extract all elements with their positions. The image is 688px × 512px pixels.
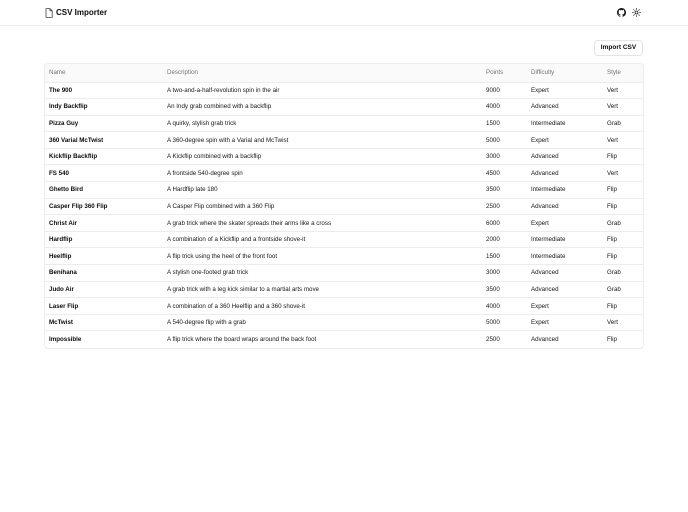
cell-points: 1500 <box>486 252 500 260</box>
cell-description: A Hardflip late 180 <box>167 186 218 194</box>
cell-description: A quirky, stylish grab trick <box>167 119 237 127</box>
table-row[interactable] <box>45 298 644 315</box>
cell-name: 360 Varial McTwist <box>49 136 104 144</box>
table-row[interactable] <box>45 99 644 116</box>
cell-difficulty: Advanced <box>531 169 559 177</box>
cell-difficulty: Advanced <box>531 103 559 111</box>
cell-points: 2500 <box>486 335 500 343</box>
table-header-row <box>45 64 644 82</box>
table-row[interactable] <box>45 215 644 232</box>
cell-points: 3500 <box>486 285 500 293</box>
cell-description: A frontside 540-degree spin <box>167 169 243 177</box>
cell-style: Flip <box>607 186 617 194</box>
app-header <box>0 0 688 26</box>
cell-difficulty: Advanced <box>531 202 559 210</box>
cell-description: A combination of a Kickflip and a frontside shove-it <box>167 236 306 244</box>
cell-description: A stylish one-footed grab trick <box>167 269 249 277</box>
table-row[interactable] <box>45 182 644 199</box>
cell-style: Vert <box>607 136 619 144</box>
cell-description: A Casper Flip combined with a 360 Flip <box>167 202 275 210</box>
cell-points: 2500 <box>486 202 500 210</box>
cell-difficulty: Intermediate <box>531 186 566 194</box>
table-row[interactable] <box>45 248 644 265</box>
cell-style: Flip <box>607 202 617 210</box>
cell-difficulty: Advanced <box>531 285 559 293</box>
cell-points: 3000 <box>486 269 500 277</box>
cell-name: Impossible <box>49 335 82 343</box>
cell-name: Heelflip <box>49 252 72 260</box>
cell-name: Ghetto Bird <box>49 186 84 194</box>
tricks-table <box>44 63 644 349</box>
column-header-points: Points <box>482 64 527 82</box>
cell-style: Vert <box>607 169 619 177</box>
table-row[interactable] <box>45 148 644 165</box>
cell-difficulty: Expert <box>531 319 549 327</box>
cell-style: Flip <box>607 335 617 343</box>
github-icon[interactable] <box>617 8 626 17</box>
cell-points: 1500 <box>486 119 500 127</box>
cell-difficulty: Expert <box>531 86 549 94</box>
cell-style: Vert <box>607 319 619 327</box>
cell-style: Flip <box>607 252 617 260</box>
table-body <box>45 82 644 348</box>
cell-points: 4500 <box>486 169 500 177</box>
cell-difficulty: Expert <box>531 219 549 227</box>
cell-name: The 900 <box>49 86 73 94</box>
table-row[interactable] <box>45 231 644 248</box>
cell-difficulty: Expert <box>531 302 549 310</box>
table-row[interactable] <box>45 165 644 182</box>
cell-name: FS 540 <box>49 169 69 177</box>
cell-style: Grab <box>607 219 621 227</box>
table-row[interactable] <box>45 115 644 132</box>
cell-points: 4000 <box>486 103 500 111</box>
sun-icon[interactable] <box>632 8 641 17</box>
cell-style: Flip <box>607 236 617 244</box>
cell-style: Vert <box>607 86 619 94</box>
cell-name: Christ Air <box>49 219 77 227</box>
table-row[interactable] <box>45 265 644 282</box>
cell-name: Judo Air <box>49 285 74 293</box>
cell-name: Pizza Guy <box>49 119 79 127</box>
table-row[interactable] <box>45 331 644 348</box>
cell-name: Benihana <box>49 269 77 277</box>
cell-difficulty: Intermediate <box>531 252 566 260</box>
column-header-style: Style <box>603 64 644 82</box>
cell-style: Vert <box>607 103 619 111</box>
cell-description: An Indy grab combined with a backflip <box>167 103 272 111</box>
cell-points: 5000 <box>486 136 500 144</box>
cell-style: Grab <box>607 285 621 293</box>
cell-name: Hardflip <box>49 236 73 244</box>
table-row[interactable] <box>45 198 644 215</box>
cell-style: Grab <box>607 119 621 127</box>
brand <box>45 7 107 18</box>
column-header-description: Description <box>163 64 482 82</box>
cell-name: Kickflip Backflip <box>49 153 98 161</box>
cell-difficulty: Expert <box>531 136 549 144</box>
cell-description: A flip trick where the board wraps around the back foot <box>167 335 317 343</box>
cell-description: A grab trick where the skater spreads their arms like a cross <box>167 219 332 227</box>
cell-difficulty: Advanced <box>531 153 559 161</box>
cell-points: 2000 <box>486 236 500 244</box>
cell-difficulty: Advanced <box>531 335 559 343</box>
cell-name: Indy Backflip <box>49 103 88 111</box>
cell-description: A grab trick with a leg kick similar to a martial arts move <box>167 285 319 293</box>
table-row[interactable] <box>45 132 644 149</box>
import-csv-button[interactable]: Import CSV <box>594 40 643 56</box>
cell-name: Laser Flip <box>49 302 79 310</box>
cell-points: 6000 <box>486 219 500 227</box>
app-title: CSV Importer <box>56 8 108 17</box>
table-row[interactable] <box>45 82 644 99</box>
cell-points: 5000 <box>486 319 500 327</box>
cell-style: Flip <box>607 153 617 161</box>
cell-difficulty: Intermediate <box>531 119 566 127</box>
column-header-difficulty: Difficulty <box>527 64 603 82</box>
cell-description: A flip trick using the heel of the front foot <box>167 252 278 260</box>
column-header-name: Name <box>45 64 163 82</box>
cell-difficulty: Intermediate <box>531 236 566 244</box>
table-row[interactable] <box>45 314 644 331</box>
cell-description: A 360-degree spin with a Varial and McTwist <box>167 136 289 144</box>
table-row[interactable] <box>45 281 644 298</box>
cell-description: A two-and-a-half-revolution spin in the air <box>167 86 280 94</box>
cell-description: A combination of a 360 Heelflip and a 360 shove-it <box>167 302 305 310</box>
cell-difficulty: Advanced <box>531 269 559 277</box>
cell-name: Casper Flip 360 Flip <box>49 202 108 210</box>
cell-points: 9000 <box>486 86 500 94</box>
cell-style: Flip <box>607 302 617 310</box>
cell-points: 4000 <box>486 302 500 310</box>
cell-description: A Kickflip combined with a backflip <box>167 153 262 161</box>
cell-description: A 540-degree flip with a grab <box>167 319 246 327</box>
cell-name: McTwist <box>49 319 73 327</box>
file-icon <box>45 8 53 18</box>
cell-style: Grab <box>607 269 621 277</box>
cell-points: 3000 <box>486 153 500 161</box>
cell-points: 3500 <box>486 186 500 194</box>
header-actions <box>611 8 641 17</box>
